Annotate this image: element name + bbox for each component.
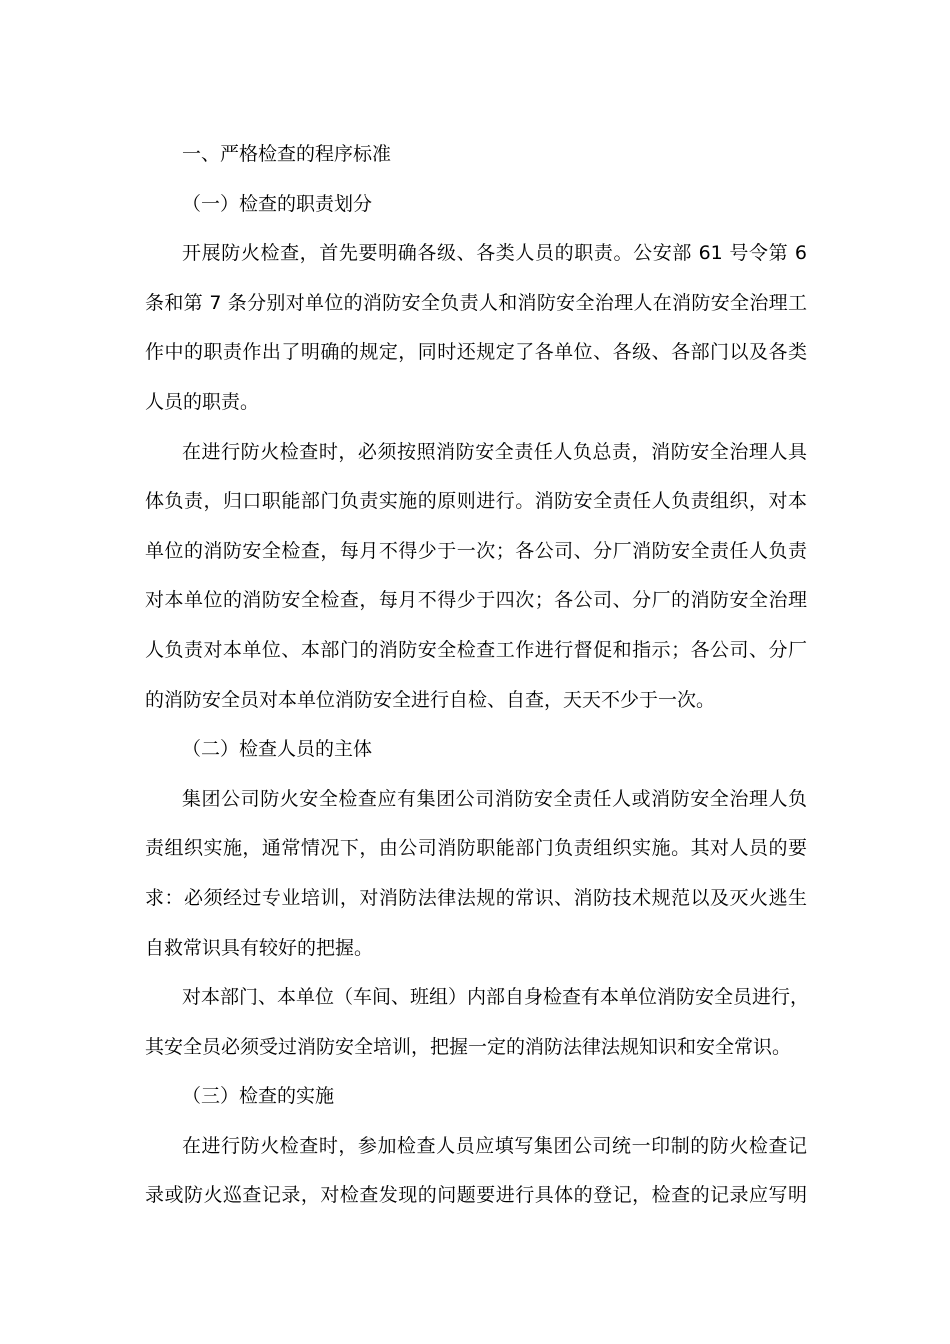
- paragraph-line: 责组织实施，通常情况下，由公司消防职能部门负责组织实施。其对人员的要: [145, 837, 807, 860]
- paragraph-line: 自救常识具有较好的把握。: [145, 936, 374, 959]
- paragraph-line: 其安全员必须受过消防安全培训，把握一定的消防法律法规知识和安全常识。: [145, 1035, 792, 1058]
- paragraph-line: 在进行防火检查时，参加检查人员应填写集团公司统一印制的防火检查记: [182, 1134, 807, 1157]
- paragraph-5: [145, 1122, 807, 1221]
- document-body: [145, 130, 810, 1221]
- paragraph-line: 人负责对本单位、本部门的消防安全检查工作进行督促和指示；各公司、分厂: [145, 638, 807, 661]
- paragraph-line: 对本单位的消防安全检查，每月不得少于四次；各公司、分厂的消防安全治理: [145, 589, 807, 612]
- paragraph-line: 作中的职责作出了明确的规定，同时还规定了各单位、各级、各部门以及各类: [145, 341, 807, 364]
- paragraph-line: 在进行防火检查时，必须按照消防安全责任人负总责，消防安全治理人具: [182, 440, 807, 463]
- paragraph-2: [145, 428, 807, 726]
- paragraph-line: 人员的职责。: [145, 390, 260, 413]
- paragraph-line: 单位的消防安全检查，每月不得少于一次；各公司、分厂消防安全责任人负责: [145, 539, 807, 562]
- paragraph-4: [145, 973, 810, 1072]
- paragraph-line: 对本部门、本单位（车间、班组）内部自身检查有本单位消防安全员进行，: [182, 986, 810, 1009]
- section-heading-1: 一、严格检查的程序标准: [182, 143, 392, 165]
- paragraph-3: [145, 775, 807, 973]
- subsection-heading-3: （三）检查的实施: [182, 1085, 335, 1108]
- subsection-heading-2: （二）检查人员的主体: [182, 738, 373, 761]
- subsection-heading-1: （一）检查的职责划分: [182, 192, 373, 215]
- paragraph-1: [145, 229, 807, 427]
- paragraph-line: 集团公司防火安全检查应有集团公司消防安全责任人或消防安全治理人负: [182, 787, 807, 810]
- paragraph-line: 开展防火检查，首先要明确各级、各类人员的职责。公安部 61 号令第 6: [182, 242, 807, 265]
- paragraph-line: 体负责，归口职能部门负责实施的原则进行。消防安全责任人负责组织，对本: [145, 490, 807, 513]
- paragraph-line: 的消防安全员对本单位消防安全进行自检、自查，天天不少于一次。: [145, 688, 716, 711]
- paragraph-line: 条和第 7 条分别对单位的消防安全负责人和消防安全治理人在消防安全治理工: [145, 291, 807, 314]
- paragraph-line: 求：必须经过专业培训，对消防法律法规的常识、消防技术规范以及灭火逃生: [145, 886, 807, 909]
- paragraph-line: 录或防火巡查记录，对检查发现的问题要进行具体的登记，检查的记录应写明: [145, 1184, 807, 1207]
